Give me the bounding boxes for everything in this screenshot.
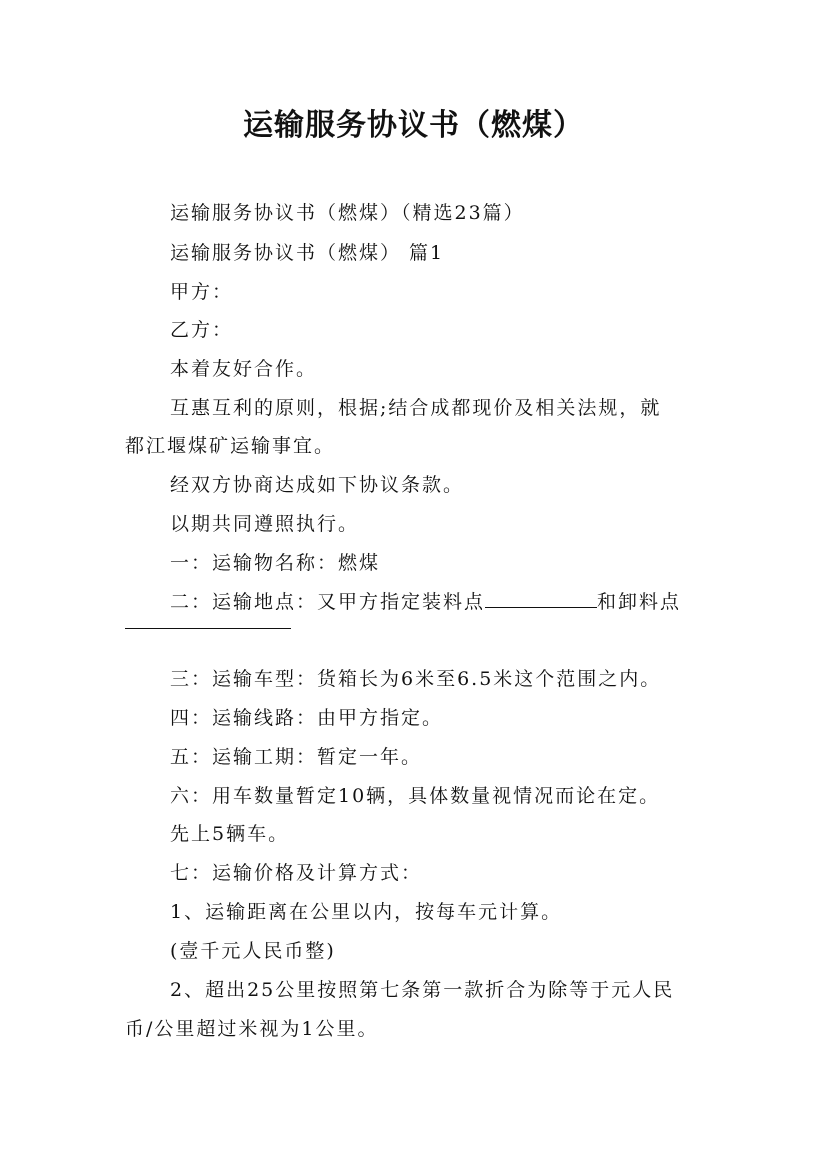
text-line: 运输服务协议书（燃煤） 篇1 [170,242,445,264]
text-line: 三：运输车型：货箱长为6米至6.5米这个范围之内。 [170,668,662,690]
text-segment: 二：运输地点：又甲方指定装料点 [170,591,486,613]
text-line: 乙方： [170,319,234,341]
document-title: 运输服务协议书（燃煤） [243,108,584,143]
fill-in-blank [485,606,597,608]
text-line: (壹千元人民币整) [170,940,336,962]
text-line [125,612,291,634]
text-line: 七：运输价格及计算方式： [170,862,423,884]
text-line: 互惠互利的原则，根据;结合成都现价及相关法规，就 [170,397,662,419]
text-line: 1、运输距离在公里以内，按每车元计算。 [170,901,563,923]
text-line: 甲方： [170,281,234,303]
text-segment: 和卸料点 [597,591,682,613]
text-line: 2、超出25公里按照第七条第一款折合为除等于元人民 [170,979,675,1001]
text-line: 先上5辆车。 [170,823,290,845]
text-line: 运输服务协议书（燃煤）（精选23篇） [170,202,525,224]
text-line: 以期共同遵照执行。 [170,513,360,535]
text-line: 都江堰煤矿运输事宜。 [125,435,336,457]
text-line: 五：运输工期：暂定一年。 [170,746,423,768]
text-line: 六：用车数量暂定10辆，具体数量视情况而论在定。 [170,785,661,807]
text-line: 经双方协商达成如下协议条款。 [170,474,465,496]
fill-in-blank [125,627,291,629]
text-line: 币/公里超过米视为1公里。 [125,1018,379,1040]
text-line: 本着友好合作。 [170,358,318,380]
text-line: 四：运输线路：由甲方指定。 [170,707,444,729]
text-line: 一：运输物名称：燃煤 [170,552,381,574]
text-line [170,587,681,614]
